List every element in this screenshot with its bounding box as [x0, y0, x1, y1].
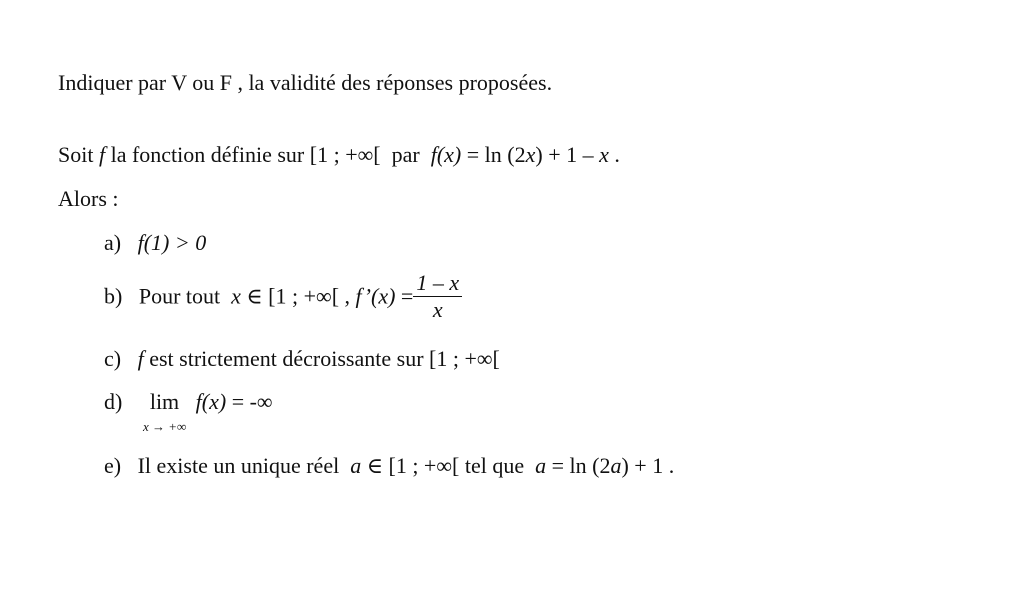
item-d: [104, 389, 273, 415]
item-b-rest: ∈ [1 ; +∞[ ,: [246, 283, 351, 309]
intro-x2: x: [599, 142, 609, 167]
item-c-label: c): [104, 346, 122, 371]
item-d-lim: lim: [149, 389, 180, 414]
intro-fx: f(x): [430, 142, 462, 167]
item-e-a2: a: [535, 453, 547, 478]
item-b-x: x: [231, 283, 241, 309]
item-a-label: a): [104, 230, 122, 255]
intro-f: f: [98, 142, 106, 167]
item-e-eq: = ln (2: [551, 453, 611, 478]
item-d-value: = -∞: [231, 389, 273, 414]
item-c: [104, 346, 500, 372]
item-b-label: b): [104, 283, 123, 309]
item-d-subscript: x → +∞: [143, 419, 187, 434]
item-a: [104, 230, 206, 256]
item-e-label: e): [104, 453, 122, 478]
item-c-text: est strictement décroissante sur: [149, 346, 424, 371]
intro-expr-a: = ln (2: [466, 142, 526, 167]
item-b-text: Pour tout: [138, 283, 221, 309]
item-c-interval: [1 ; +∞[: [429, 346, 500, 371]
instruction: Indiquer par V ou F , la validité des réponses proposées.: [58, 70, 553, 95]
intro-text: la fonction définie sur: [110, 142, 305, 167]
intro-line: [58, 142, 620, 168]
intro-expr-b: ) + 1 –: [535, 142, 600, 167]
item-b-fraction: [413, 270, 462, 323]
intro-soit: Soit: [58, 142, 94, 167]
item-b-eq: =: [400, 283, 414, 309]
intro-x: x: [525, 142, 536, 167]
item-e-a: a: [350, 453, 362, 478]
item-b-fprime: f’(x): [355, 283, 396, 309]
item-d-fx: f(x): [195, 389, 227, 414]
alors-label: Alors :: [58, 186, 119, 211]
item-a-math: f(1) > 0: [137, 230, 207, 255]
item-b-numerator: 1 – x: [413, 270, 462, 297]
item-e-text: Il existe un unique réel: [137, 453, 340, 478]
item-d-label: d): [104, 389, 123, 414]
item-b-denominator: x: [432, 297, 443, 322]
intro-dot: .: [614, 142, 620, 167]
item-c-f: f: [137, 346, 144, 371]
intro-interval: [1 ; +∞[: [309, 142, 381, 167]
item-e-end: ) + 1 .: [621, 453, 675, 478]
intro-par: par: [391, 142, 420, 167]
item-e-rest: ∈ [1 ; +∞[ tel que: [366, 453, 525, 478]
item-e: [104, 453, 674, 479]
item-b: [104, 272, 462, 325]
item-e-a3: a: [610, 453, 622, 478]
